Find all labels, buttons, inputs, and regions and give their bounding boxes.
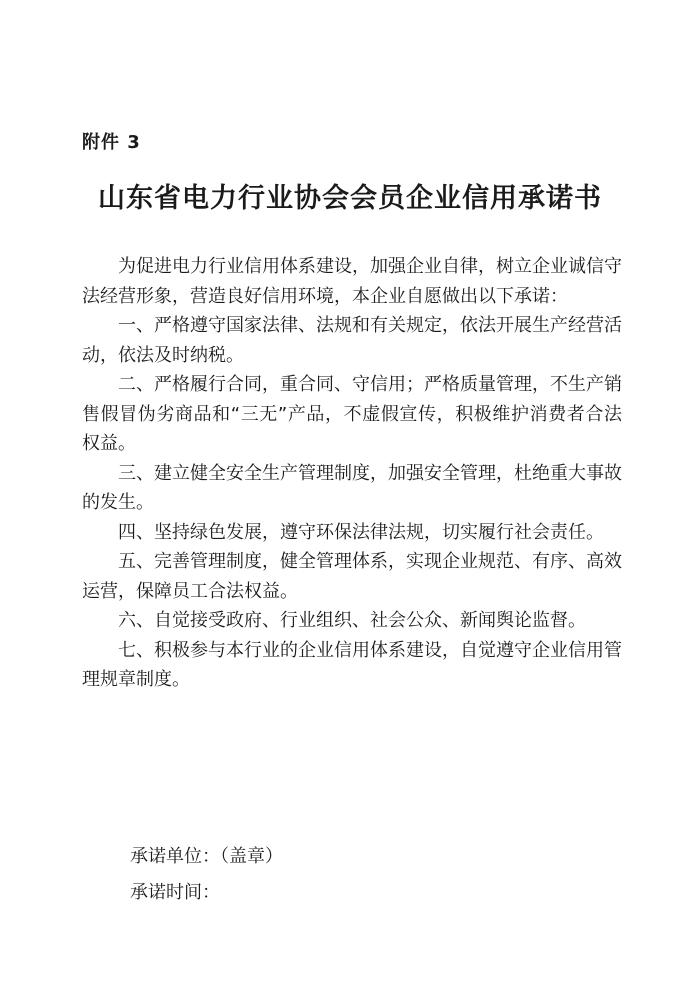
pledge-item-5: 五、完善管理制度，健全管理体系，实现企业规范、有序、高效运营，保障员工合法权益。 (82, 551, 622, 602)
intro-paragraph: 为促进电力行业信用体系建设，加强企业自律，树立企业诚信守法经营形象，营造良好信用环境，本企业自愿做出以下承诺： (82, 256, 622, 307)
signature-unit-label: 承诺单位：（盖章） (130, 846, 283, 867)
pledge-item-7: 七、积极参与本行业的企业信用体系建设，自觉遵守企业信用管理规章制度。 (82, 639, 622, 690)
pledge-item-2: 二、严格履行合同，重合同、守信用；严格质量管理，不生产销售假冒伪劣商品和“三无”产品，不虚假宣传，积极维护消费者合法权益。 (82, 374, 622, 454)
document-body (82, 252, 622, 695)
document-title: 山东省电力行业协会会员企业信用承诺书 (98, 183, 602, 214)
attachment-label: 附件 3 (82, 132, 141, 153)
signature-time-label: 承诺时间： (130, 882, 220, 903)
pledge-item-6: 六、自觉接受政府、行业组织、社会公众、新闻舆论监督。 (118, 610, 586, 631)
pledge-item-3: 三、建立健全安全生产管理制度，加强安全管理，杜绝重大事故的发生。 (82, 462, 622, 513)
pledge-item-4: 四、坚持绿色发展，遵守环保法律法规，切实履行社会责任。 (118, 521, 604, 543)
pledge-item-1: 一、严格遵守国家法律、法规和有关规定，依法开展生产经营活动，依法及时纳税。 (82, 315, 622, 366)
